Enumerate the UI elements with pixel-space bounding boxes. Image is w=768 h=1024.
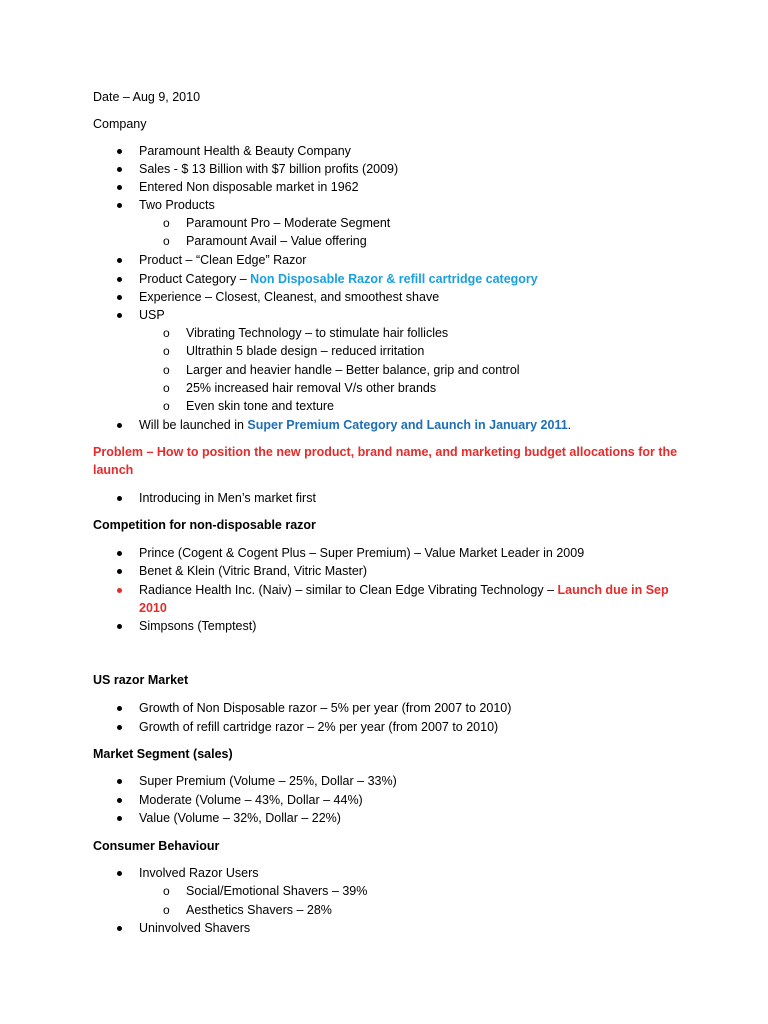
bullet-icon: [117, 588, 122, 593]
bullet-icon: [117, 258, 122, 263]
bullet-icon: [117, 725, 122, 730]
bullet-icon: [117, 779, 122, 784]
sub-list-item: o Paramount Pro – Moderate Segment: [163, 216, 391, 230]
launch-highlight: Super Premium Category and Launch in January 2011: [247, 418, 568, 432]
list-item: Introducing in Men’s market first: [139, 489, 316, 507]
circle-bullet-icon: o: [163, 234, 170, 248]
circle-bullet-icon: o: [163, 399, 170, 413]
bullet-icon: [117, 551, 122, 556]
list-item: Experience – Closest, Cleanest, and smoothest shave: [139, 288, 439, 306]
list-item: Prince (Cogent & Cogent Plus – Super Premium) – Value Market Leader in 2009: [139, 544, 584, 562]
list-item: Growth of Non Disposable razor – 5% per year (from 2007 to 2010): [139, 699, 511, 717]
list-item: Sales - $ 13 Billion with $7 billion profits (2009): [139, 160, 398, 178]
bullet-icon: [117, 149, 122, 154]
launch-due-highlight: Launch due in Sep: [557, 583, 669, 597]
category-highlight: Non Disposable Razor & refill cartridge category: [250, 272, 538, 286]
bullet-icon: [117, 816, 122, 821]
sub-list-item: o Vibrating Technology – to stimulate hair follicles: [163, 326, 449, 340]
bullet-icon: [117, 313, 122, 318]
bullet-icon: [117, 569, 122, 574]
sub-list-item: o Social/Emotional Shavers – 39%: [163, 884, 368, 898]
competition-heading: Competition for non-disposable razor: [93, 518, 316, 532]
circle-bullet-icon: o: [163, 363, 170, 377]
problem-statement: Problem – How to position the new product, brand name, and marketing budget allocations for the launch: [93, 445, 678, 477]
circle-bullet-icon: o: [163, 216, 170, 230]
list-item: Moderate (Volume – 43%, Dollar – 44%): [139, 791, 363, 809]
bullet-icon: [117, 871, 122, 876]
launch-due-year: 2010: [139, 601, 167, 615]
list-item: Benet & Klein (Vitric Brand, Vitric Master): [139, 562, 367, 580]
circle-bullet-icon: o: [163, 381, 170, 395]
list-item: Involved Razor Users: [139, 864, 259, 882]
circle-bullet-icon: o: [163, 326, 170, 340]
bullet-icon: [117, 798, 122, 803]
bullet-icon: [117, 295, 122, 300]
sub-list-item: o Larger and heavier handle – Better balance, grip and control: [163, 363, 520, 377]
bullet-icon: [117, 423, 122, 428]
sub-list-item: o Ultrathin 5 blade design – reduced irritation: [163, 344, 425, 358]
sub-list-item: o 25% increased hair removal V/s other brands: [163, 381, 437, 395]
bullet-icon: [117, 185, 122, 190]
list-item: Growth of refill cartridge razor – 2% per year (from 2007 to 2010): [139, 718, 498, 736]
sub-list-item: o Aesthetics Shavers – 28%: [163, 903, 332, 917]
circle-bullet-icon: o: [163, 903, 170, 917]
circle-bullet-icon: o: [163, 884, 170, 898]
list-item: Uninvolved Shavers: [139, 919, 250, 937]
date-line: Date – Aug 9, 2010: [93, 90, 201, 104]
segment-heading: Market Segment (sales): [93, 747, 233, 761]
list-item: Product – “Clean Edge” Razor: [139, 251, 306, 269]
bullet-icon: [117, 203, 122, 208]
list-item: Radiance Health Inc. (Naiv) – similar to Clean Edge Vibrating Technology – Launch due in Sep: [139, 581, 669, 599]
bullet-icon: [117, 706, 122, 711]
bullet-icon: [117, 277, 122, 282]
list-item: Will be launched in Super Premium Category and Launch in January 2011.: [139, 416, 571, 434]
list-item: Value (Volume – 32%, Dollar – 22%): [139, 809, 341, 827]
bullet-icon: [117, 167, 122, 172]
sub-list-item: o Even skin tone and texture: [163, 399, 335, 413]
sub-list-item: o Paramount Avail – Value offering: [163, 234, 367, 248]
list-item: Product Category – Non Disposable Razor & refill cartridge category: [139, 270, 538, 288]
list-item: Simpsons (Temptest): [139, 617, 256, 635]
bullet-icon: [117, 926, 122, 931]
bullet-icon: [117, 624, 122, 629]
list-item: Paramount Health & Beauty Company: [139, 142, 351, 160]
list-item: Super Premium (Volume – 25%, Dollar – 33%): [139, 772, 397, 790]
us-market-heading: US razor Market: [93, 673, 189, 687]
circle-bullet-icon: o: [163, 344, 170, 358]
list-item: USP: [139, 306, 165, 324]
list-item: Two Products: [139, 196, 215, 214]
list-item: Entered Non disposable market in 1962: [139, 178, 359, 196]
company-heading: Company: [93, 117, 147, 131]
consumer-heading: Consumer Behaviour: [93, 839, 220, 853]
bullet-icon: [117, 496, 122, 501]
